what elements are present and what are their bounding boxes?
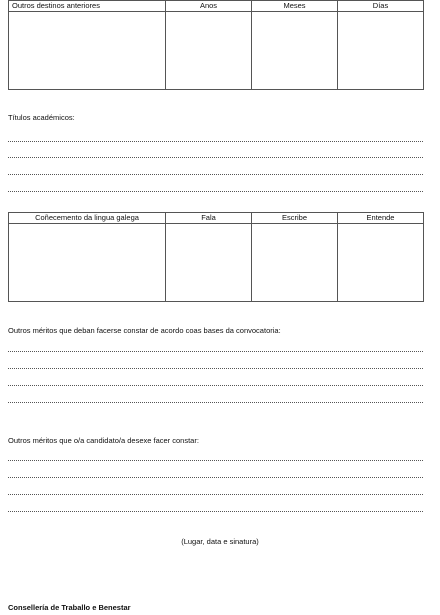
table-row — [9, 12, 424, 90]
column-header: Fala — [166, 213, 252, 224]
fill-line[interactable] — [8, 191, 423, 192]
fill-line[interactable] — [8, 141, 423, 142]
fill-line[interactable] — [8, 494, 423, 495]
column-header: Escribe — [252, 213, 338, 224]
previous-postings-table — [8, 0, 424, 90]
column-header: Meses — [252, 1, 338, 12]
input-cell[interactable] — [9, 12, 166, 90]
fill-line[interactable] — [8, 385, 423, 386]
input-cell[interactable] — [252, 12, 338, 90]
fill-line[interactable] — [8, 460, 423, 461]
column-header: Anos — [166, 1, 252, 12]
merits-candidate-label: Outros méritos que o/a candidato/a desexe facer constar: — [8, 436, 199, 445]
input-cell[interactable] — [166, 224, 252, 302]
galician-language-table — [8, 212, 424, 302]
column-header: Entende — [338, 213, 424, 224]
table-header-row — [9, 213, 424, 224]
fill-line[interactable] — [8, 368, 423, 369]
fill-line[interactable] — [8, 402, 423, 403]
fill-line[interactable] — [8, 511, 423, 512]
column-header: Outros destinos anteriores — [9, 1, 166, 12]
table-header-row — [9, 1, 424, 12]
input-cell[interactable] — [252, 224, 338, 302]
merits-bases-label: Outros méritos que deban facerse constar de acordo coas bases da convocatoria: — [8, 326, 281, 335]
input-cell[interactable] — [338, 12, 424, 90]
fill-line[interactable] — [8, 174, 423, 175]
fill-line[interactable] — [8, 351, 423, 352]
footer-department: Consellería de Traballo e Benestar — [8, 603, 131, 612]
signature-caption: (Lugar, data e sinatura) — [181, 537, 259, 546]
fill-line[interactable] — [8, 157, 423, 158]
table-row — [9, 224, 424, 302]
column-header: Coñecemento da lingua galega — [9, 213, 166, 224]
input-cell[interactable] — [166, 12, 252, 90]
input-cell[interactable] — [9, 224, 166, 302]
fill-line[interactable] — [8, 477, 423, 478]
input-cell[interactable] — [338, 224, 424, 302]
column-header: Días — [338, 1, 424, 12]
academic-titles-label: Títulos académicos: — [8, 113, 75, 122]
